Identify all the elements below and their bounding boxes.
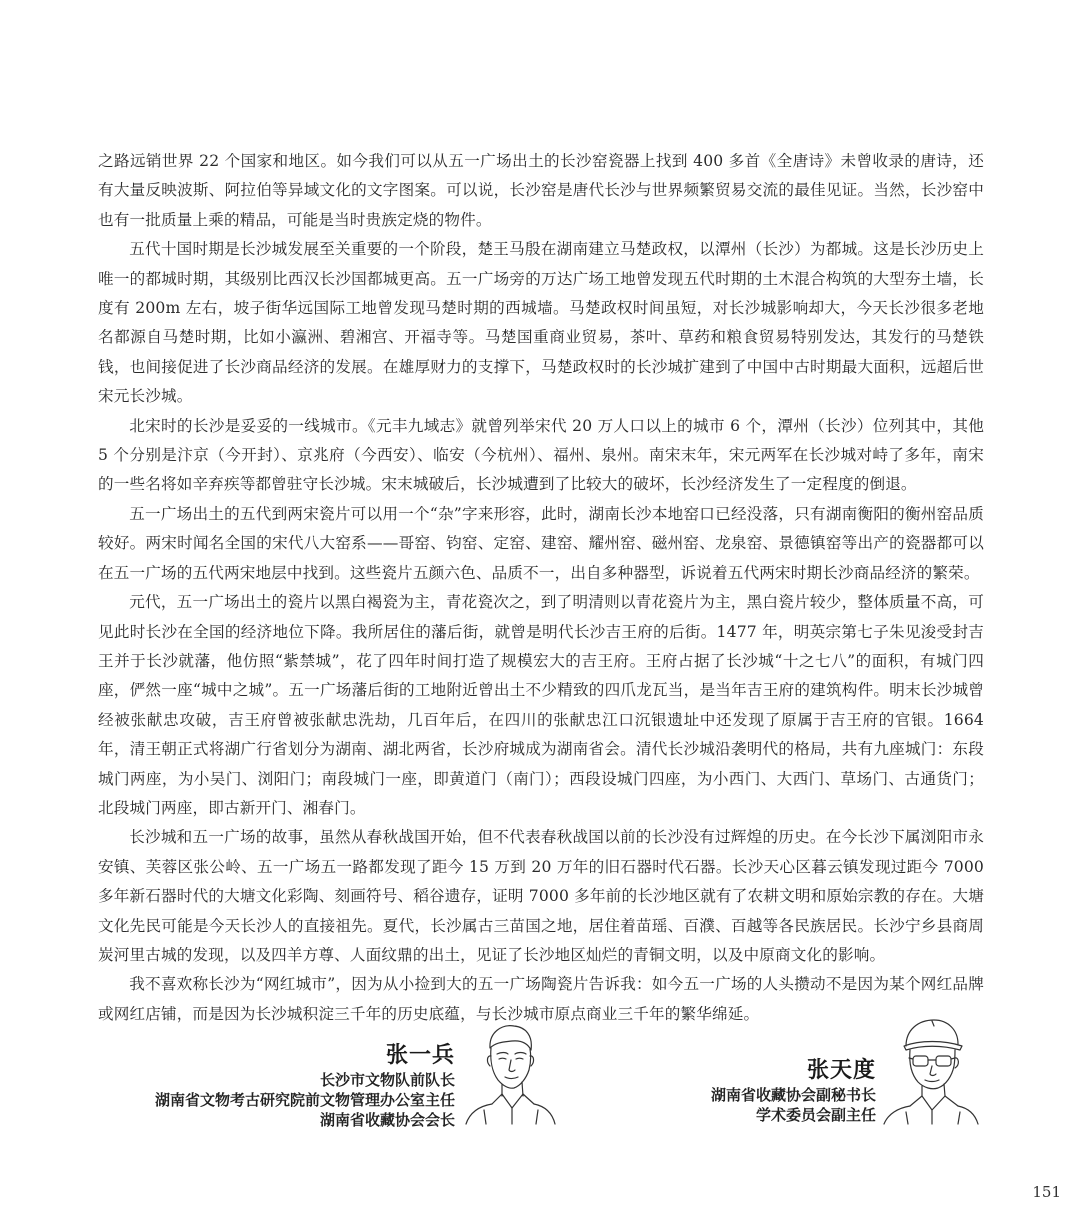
author-portrait-2	[880, 1016, 980, 1126]
author-name: 张一兵	[385, 1042, 455, 1068]
author-block-1	[155, 1040, 455, 1130]
paragraph-2: 五代十国时期是长沙城发展至关重要的一个阶段，楚王马殷在湖南建立马楚政权，以潭州（长沙）为都城。这是长沙历史上唯一的都城时期，其级别比西汉长沙国都城更高。五一广场旁的万达广场工地曾发现五代时期的土木混合构筑的大型夯土墙，长度有 200m 左右，坡子街华远国际工地曾发现马楚时期的西城墙。马楚政权时间虽短，对长沙城影响却大，今天长沙很多老地名都源自马楚时期，比如小瀛洲、碧湘宫、开福寺等。马楚国重商业贸易，茶叶、草药和粮食贸易特别发达，其发行的马楚铁钱，也间接促进了长沙商品经济的发展。在雄厚财力的支撑下，马楚政权时的长沙城扩建到了中国中古时期最大面积，远超后世宋元长沙城。	[98, 240, 984, 406]
paragraph-6: 长沙城和五一广场的故事，虽然从春秋战国开始，但不代表春秋战国以前的长沙没有过辉煌的历史。在今长沙下属浏阳市永安镇、芙蓉区张公岭、五一广场五一路都发现了距今 15 万到 20 万年的旧石器时代石器。长沙天心区暮云镇发现过距今 7000 多年新石器时代的大塘文化彩陶、刻画符号、稻谷遗存，证明 7000 多年前的长沙地区就有了农耕文明和原始宗教的存在。大塘文化先民可能是今天长沙人的直接祖先。夏代，长沙属古三苗国之地，居住着苗瑶、百濮、百越等各民族居民。长沙宁乡县商周炭河里古城的发现，以及四羊方尊、人面纹鼎的出土，见证了长沙地区灿烂的青铜文明，以及中原商文化的影响。	[98, 828, 984, 964]
paragraph-7: 我不喜欢称长沙为“网红城市”，因为从小捡到大的五一广场陶瓷片告诉我：如今五一广场的人头攒动不是因为某个网红品牌或网红店铺，而是因为长沙城积淀三千年的历史底蕴，与长沙城市原点商业三千年的繁华绵延。	[98, 975, 984, 1023]
author-block-2	[711, 1055, 876, 1125]
author-title: 长沙市文物队前队长	[319, 1071, 455, 1089]
author-title: 湖南省文物考古研究院前文物管理办公室主任	[154, 1091, 455, 1109]
author-portrait-1	[462, 1018, 557, 1126]
page-number: 151	[1032, 1183, 1061, 1201]
article-body	[98, 147, 984, 1029]
author-title: 学术委员会副主任	[755, 1106, 876, 1124]
author-name: 张天度	[806, 1057, 876, 1083]
paragraph-3: 北宋时的长沙是妥妥的一线城市。《元丰九域志》就曾列举宋代 20 万人口以上的城市 6 个，潭州（长沙）位列其中，其他 5 个分别是汴京（今开封）、京兆府（今西安）、临安（今杭州）、福州、泉州。南宋末年，宋元两军在长沙城对峙了多年，南宋的一些名将如辛弃疾等都曾驻守长沙城。宋末城破后，长沙城遭到了比较大的破坏，长沙经济发生了一定程度的倒退。	[98, 416, 984, 494]
paragraph-5: 元代，五一广场出土的瓷片以黑白褐瓷为主，青花瓷次之，到了明清则以青花瓷片为主，黑白瓷片较少，整体质量不高，可见此时长沙在全国的经济地位下降。我所居住的藩后街，就曾是明代长沙吉王府的后街。1477 年，明英宗第七子朱见浚受封吉王并于长沙就藩，他仿照“紫禁城”，花了四年时间打造了规模宏大的吉王府。王府占据了长沙城“十之七八”的面积，有城门四座，俨然一座“城中之城”。五一广场藩后街的工地附近曾出土不少精致的四爪龙瓦当，是当年吉王府的建筑构件。明末长沙城曾经被张献忠攻破，吉王府曾被张献忠洗劫，几百年后，在四川的张献忠江口沉银遗址中还发现了原属于吉王府的官银。1664 年，清王朝正式将湖广行省划分为湖南、湖北两省，长沙府城成为湖南省会。清代长沙城沿袭明代的格局，共有九座城门：东段城门两座，为小吴门、浏阳门；南段城门一座，即黄道门（南门）；西段设城门四座，为小西门、大西门、草场门、古通货门；北段城门两座，即古新开门、湘春门。	[98, 593, 984, 817]
author-title: 湖南省收藏协会副秘书长	[710, 1086, 876, 1104]
author-title: 湖南省收藏协会会长	[319, 1111, 455, 1129]
paragraph-4: 五一广场出土的五代到两宋瓷片可以用一个“杂”字来形容，此时，湖南长沙本地窑口已经没落，只有湖南衡阳的衡州窑品质较好。两宋时闻名全国的宋代八大窑系——哥窑、钧窑、定窑、建窑、耀州窑、磁州窑、龙泉窑、景德镇窑等出产的瓷器都可以在五一广场的五代两宋地层中找到。这些瓷片五颜六色、品质不一，出自多种器型，诉说着五代两宋时期长沙商品经济的繁荣。	[98, 504, 984, 582]
paragraph-1: 之路远销世界 22 个国家和地区。如今我们可以从五一广场出土的长沙窑瓷器上找到 400 多首《全唐诗》未曾收录的唐诗，还有大量反映波斯、阿拉伯等异域文化的文字图案。可以说，长沙窑是唐代长沙与世界频繁贸易交流的最佳见证。当然，长沙窑中也有一批质量上乘的精品，可能是当时贵族定烧的物件。	[98, 152, 984, 229]
